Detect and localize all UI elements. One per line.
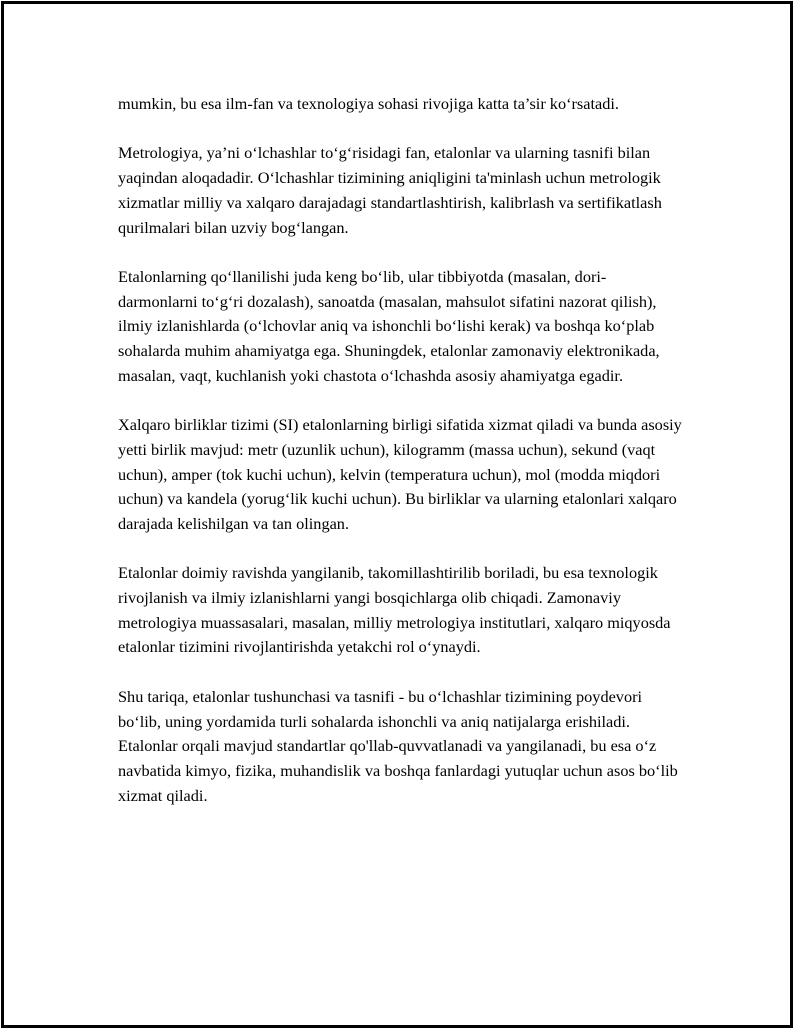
document-body: [118, 92, 682, 808]
paragraph-5: Etalonlar doimiy ravishda yangilanib, takomillashtirilib boriladi, bu esa texnologik rivojlanish va ilmiy izlanishlarni yangi bosqichlarga olib chiqadi. Zamonaviy metrologiya muassasalari, masalan, milliy metrologiya institutlari, xalqaro miqyosda etalonlar tizimini rivojlantirishda yetakchi rol o‘ynaydi.: [118, 563, 671, 657]
paragraph-2: Metrologiya, ya’ni o‘lchashlar to‘g‘risidagi fan, etalonlar va ularning tasnifi bilan yaqindan aloqadadir. O‘lchashlar tizimining aniqligini ta'minlash uchun metrologik xizmatlar milliy va xalqaro darajadagi standartlashtirish, kalibrlash va sertifikatlash qurilmalari bilan uzviy bog‘langan.: [118, 143, 662, 237]
paragraph-3: Etalonlarning qo‘llanilishi juda keng bo‘lib, ular tibbiyotda (masalan, dori-darmonlarni to‘g‘ri dozalash), sanoatda (masalan, mahsulot sifatini nazorat qilish), ilmiy izlanishlarda (o‘lchovlar aniq va ishonchli bo‘lishi kerak) va boshqa ko‘plab sohalarda muhim ahamiyatga ega. Shuningdek, etalonlar zamonaviy elektronikada, masalan, vaqt, kuchlanish yoki chastota o‘lchashda asosiy ahamiyatga egadir.: [118, 266, 660, 385]
paragraph-6: Shu tariqa, etalonlar tushunchasi va tasnifi - bu o‘lchashlar tizimining poydevori bo‘lib, uning yordamida turli sohalarda ishonchli va aniq natijalarga erishiladi. Etalonlar orqali mavjud standartlar qo'llab-quvvatlanadi va yangilanadi, bu esa o‘z navbatida kimyo, fizika, muhandislik va boshqa fanlardagi yutuqlar uchun asos bo‘lib xizmat qiladi.: [118, 686, 678, 805]
paragraph-4: Xalqaro birliklar tizimi (SI) etalonlarning birligi sifatida xizmat qiladi va bunda asosiy yetti birlik mavjud: metr (uzunlik uchun), kilogramm (massa uchun), sekund (vaqt uchun), amper (tok kuchi uchun), kelvin (temperatura uchun), mol (modda miqdori uchun) va kandela (yorug‘lik kuchi uchun). Bu birliklar va ularning etalonlari xalqaro darajada kelishilgan va tan olingan.: [118, 415, 682, 533]
paragraph-1: mumkin, bu esa ilm-fan va texnologiya sohasi rivojiga katta ta’sir ko‘rsatadi.: [118, 94, 619, 113]
